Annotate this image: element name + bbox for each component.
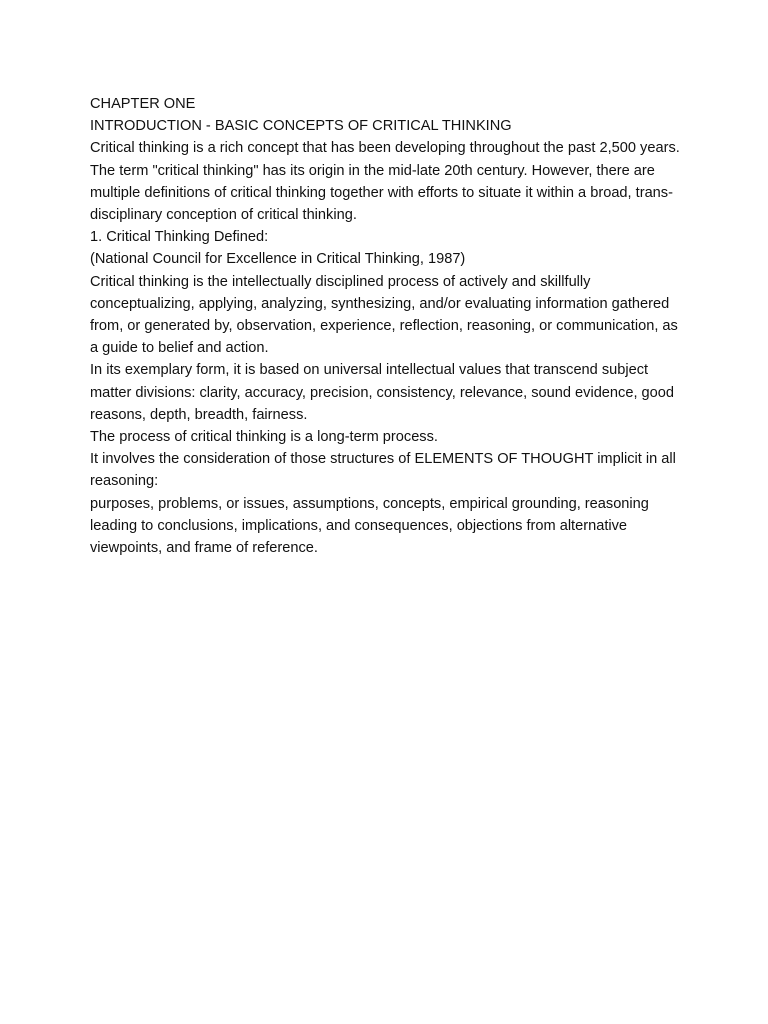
definition-paragraph: Critical thinking is the intellectually disciplined process of actively and skillfully conceptualizing, applying, analyzing, synthesizing, and/or evaluating information gathered from, or generated by, observation, experience, reflection, reasoning, or communication, as a guide to belief and action. <box>90 273 678 357</box>
elements-list-paragraph: purposes, problems, or issues, assumptions, concepts, empirical grounding, reasoning leading to conclusions, implications, and consequences, objections from alternative viewpoints, and frame of reference. <box>90 495 649 557</box>
process-paragraph: The process of critical thinking is a long-term process. <box>90 429 438 446</box>
elements-paragraph: It involves the consideration of those structures of ELEMENTS OF THOUGHT implicit in all reasoning: <box>90 451 676 490</box>
document-body <box>90 93 682 559</box>
intro-paragraph: Critical thinking is a rich concept that has been developing throughout the past 2,500 years. The term "critical thinking" has its origin in the mid-late 20th century. However, there are multiple definitions of critical thinking together with efforts to situate it within a broad, trans-disciplinary conception of critical thinking. <box>90 140 680 224</box>
chapter-label: CHAPTER ONE <box>90 96 196 112</box>
exemplary-paragraph: In its exemplary form, it is based on universal intellectual values that transcend subject matter divisions: clarity, accuracy, precision, consistency, relevance, sound evidence, good reasons, depth, breadth, fairness. <box>90 362 675 423</box>
citation: (National Council for Excellence in Critical Thinking, 1987) <box>90 251 466 268</box>
intro-heading: INTRODUCTION - BASIC CONCEPTS OF CRITICAL THINKING <box>90 118 512 135</box>
section-heading: 1. Critical Thinking Defined: <box>90 229 269 246</box>
